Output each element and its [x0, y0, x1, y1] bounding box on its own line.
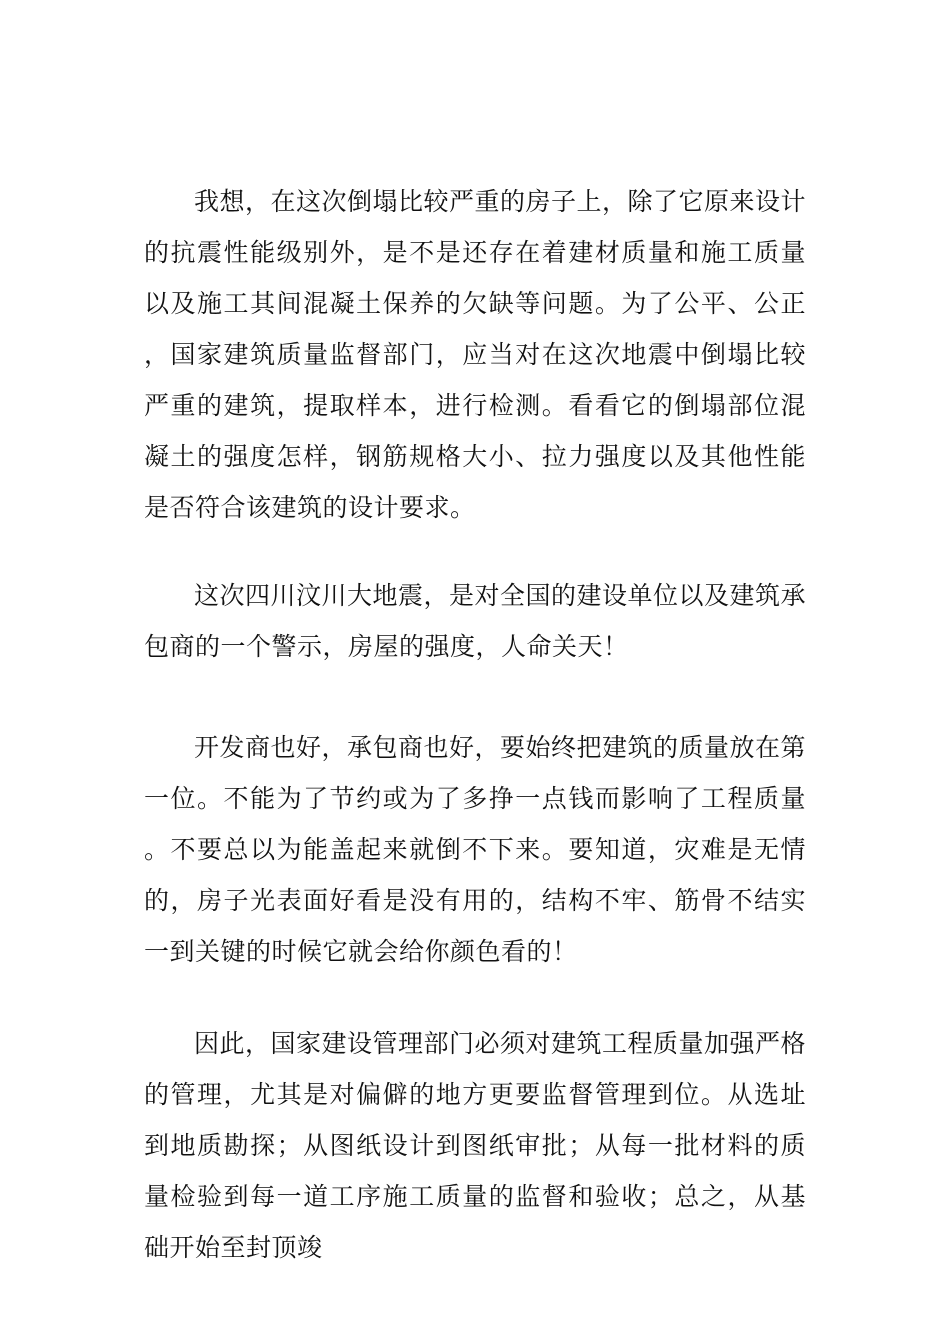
paragraph-4: 因此，国家建设管理部门必须对建筑工程质量加强严格的管理，尤其是对偏僻的地方更要监督管理到位。从选址到地质勘探；从图纸设计到图纸审批；从每一批材料的质量检验到每一道工序施工质量的监督和验收；总之，从基础开始至封顶竣: [144, 1029, 807, 1262]
paragraph-2: 这次四川汶川大地震，是对全国的建设单位以及建筑承包商的一个警示，房屋的强度，人命关天！: [144, 581, 807, 661]
paragraph-3: 开发商也好，承包商也好，要始终把建筑的质量放在第一位。不能为了节约或为了多挣一点钱而影响了工程质量。不要总以为能盖起来就倒不下来。要知道，灾难是无情的，房子光表面好看是没有用的，结构不牢、筋骨不结实一到关键的时候它就会给你颜色看的！: [144, 733, 807, 966]
paragraph-1: 我想，在这次倒塌比较严重的房子上，除了它原来设计的抗震性能级别外，是不是还存在着建材质量和施工质量以及施工其间混凝土保养的欠缺等问题。为了公平、公正，国家建筑质量监督部门，应当对在这次地震中倒塌比较严重的建筑，提取样本，进行检测。看看它的倒塌部位混凝土的强度怎样，钢筋规格大小、拉力强度以及其他性能是否符合该建筑的设计要求。: [144, 187, 807, 522]
